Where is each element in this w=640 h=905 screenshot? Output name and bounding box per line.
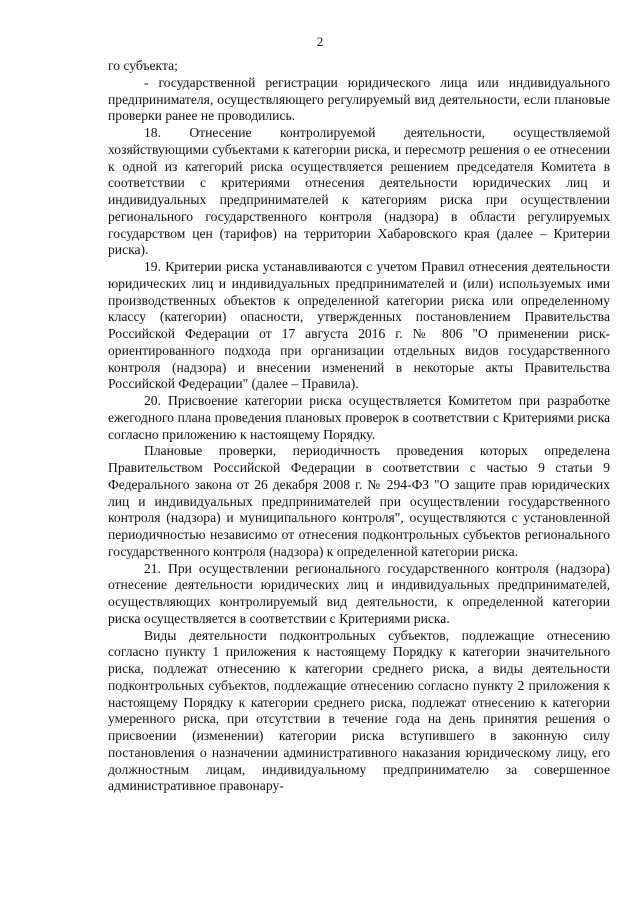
paragraph: го субъекта; [108,58,178,73]
paragraph: 18. Отнесение контролируемой деятельности, осуществляемой хозяйствующими субъектами к категории риска, и пересмотр решения о ее отнесении к одной из категорий риска осуществляется решением председателя Комитета в соответствии с критериями отнесения деятельности юридических лиц и индивидуальных предпринимателей к категориям риска при осуществлении регионального государственного контроля (надзора) в области регулируемых государством цен (тарифов) на территории Хабаровского края (далее – Критерии риска). [108,125,610,258]
paragraph: - государственной регистрации юридического лица или индивидуального предпринимателя, осуществляющего регулируемый вид деятельности, если плановые проверки ранее не проводились. [108,74,610,124]
document-body [108,58,610,795]
paragraph: Плановые проверки, периодичность проведения которых определена Правительством Российской Федерации в соответствии с частью 9 статьи 9 Федерального закона от 26 декабря 2008 г. № 294-ФЗ "О защите прав юридических лиц и индивидуальных предпринимателей при осуществлении государственного контроля (надзора) и муниципального контроля", осуществляются с установленной периодичностью независимо от отнесения подконтрольных субъектов регионального государственного контроля (надзора) к определенной категории риска. [108,443,610,559]
paragraph: Виды деятельности подконтрольных субъектов, подлежащие отнесению согласно пункту 1 приложения к настоящему Порядку к категории значительного риска, подлежат отнесению к категории среднего риска, а виды деятельности подконтрольных субъектов, подлежащие отнесению согласно пункту 2 приложения к настоящему Порядку к категории среднего риска, подлежат отнесению к категории умеренного риска, при отсутствии в течение года на день принятия решения о присвоении (изменении) категории риска вступившего в законную силу постановления о назначении административного наказания юридическому лицу, его должностным лицам, индивидуальному предпринимателю за совершенное административное правонару- [108,627,610,794]
page-number: 2 [316,34,324,49]
paragraph: 20. Присвоение категории риска осуществляется Комитетом при разработке ежегодного плана проведения плановых проверок в соответствии с Критериями риска согласно приложению к настоящему Порядку. [108,393,610,442]
paragraph: 21. При осуществлении регионального государственного контроля (надзора) отнесение деятельности юридических лиц и индивидуальных предпринимателей, осуществляющих контролируемый вид деятельности, к определенной категории риска осуществляется в соответствии с Критериями риска. [108,560,610,626]
paragraph: 19. Критерии риска устанавливаются с учетом Правил отнесения деятельности юридических лиц и индивидуальных предпринимателей и (или) используемых ими производственных объектов к определенной категории риска или определенному классу (категории) опасности, утвержденных постановлением Правительства Российской Федерации от 17 августа 2016 г. № 806 "О применении риск-ориентированного подхода при организации отдельных видов государственного контроля (надзора) и внесении изменений в некоторые акты Правительства Российской Федерации" (далее – Правила). [108,259,610,392]
